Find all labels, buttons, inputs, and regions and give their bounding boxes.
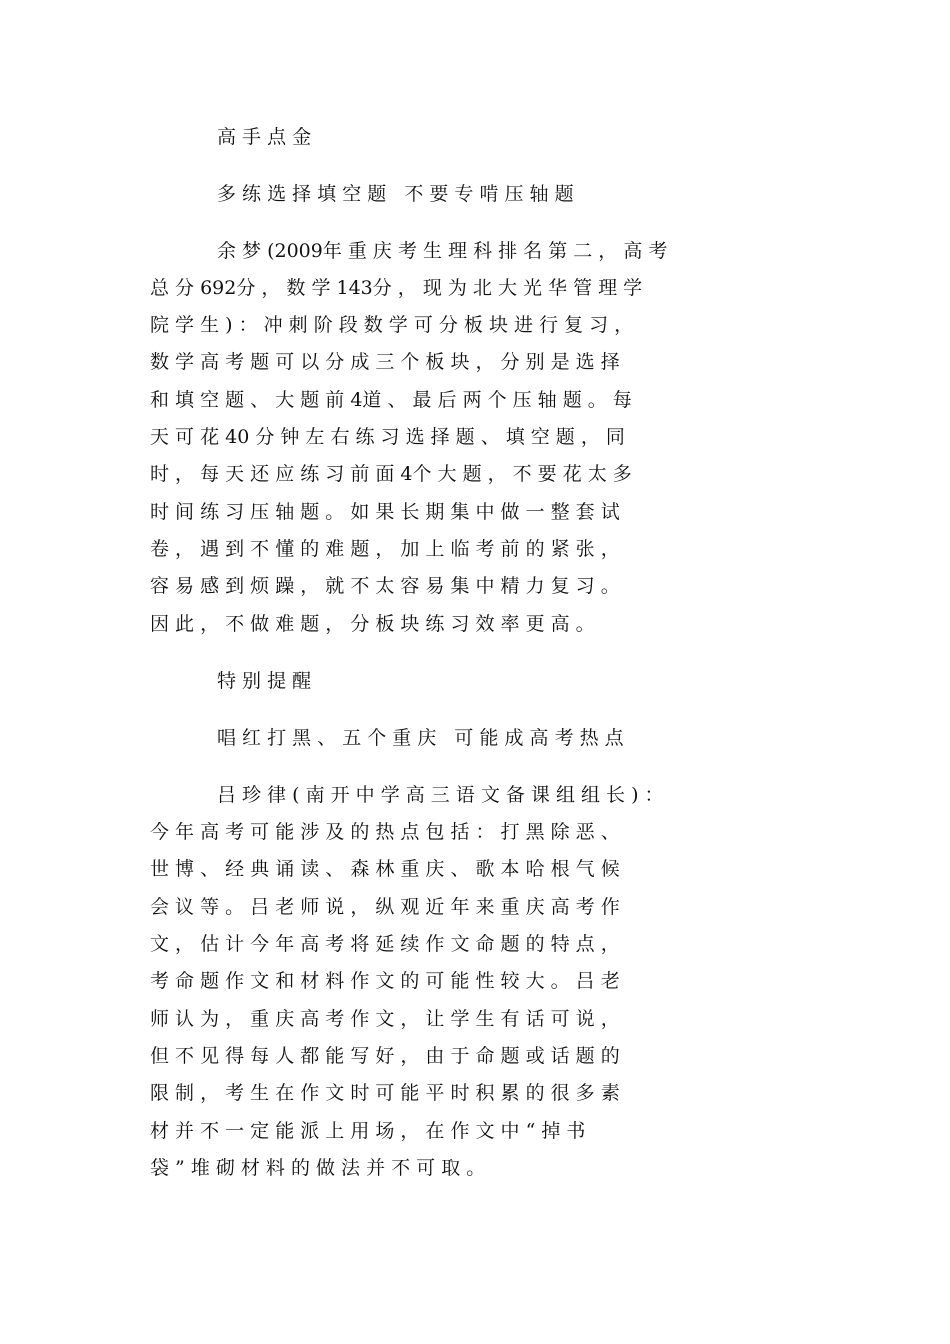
- paragraph-line: 总 分 692分 ， 数 学 143分 ， 现 为 北 大 光 华 管 理 学: [150, 277, 643, 299]
- paragraph-line: 今 年 高 考 可 能 涉 及 的 热 点 包 括 ： 打 黑 除 恶 、: [150, 821, 620, 843]
- section-subheading: 多 练 选 择 填 空 题 不 要 专 啃 压 轴 题: [217, 183, 574, 205]
- section-subheading: 唱 红 打 黑 、 五 个 重 庆 可 能 成 高 考 热 点: [217, 727, 624, 749]
- paragraph-line: 余 梦 (2009年 重 庆 考 生 理 科 排 名 第 二 ， 高 考: [217, 240, 668, 262]
- paragraph-line: 限 制 ， 考 生 在 作 文 时 可 能 平 时 积 累 的 很 多 素: [150, 1082, 620, 1104]
- paragraph-line: 世 博 、 经 典 诵 读 、 森 林 重 庆 、 歌 本 哈 根 气 候: [150, 858, 620, 880]
- paragraph-line: 卷 ， 遇 到 不 懂 的 难 题 ， 加 上 临 考 前 的 紧 张 ，: [150, 538, 620, 560]
- paragraph-line: 考 命 题 作 文 和 材 料 作 文 的 可 能 性 较 大 。 吕 老: [150, 970, 620, 992]
- section-heading: 特 别 提 醒: [217, 670, 312, 692]
- paragraph-line: 文 ， 估 计 今 年 高 考 将 延 续 作 文 命 题 的 特 点 ，: [150, 933, 620, 955]
- paragraph-line: 会 议 等 。 吕 老 师 说 ， 纵 观 近 年 来 重 庆 高 考 作: [150, 896, 620, 918]
- paragraph-line: 袋 ” 堆 砌 材 料 的 做 法 并 不 可 取 。: [150, 1157, 486, 1179]
- paragraph-line: 时 间 练 习 压 轴 题 。 如 果 长 期 集 中 做 一 整 套 试: [150, 501, 620, 523]
- paragraph-line: 数 学 高 考 题 可 以 分 成 三 个 板 块 ， 分 别 是 选 择: [150, 351, 620, 373]
- paragraph-line: 吕 珍 律 ( 南 开 中 学 高 三 语 文 备 课 组 组 长 ) ：: [217, 784, 664, 806]
- paragraph-line: 因 此 ， 不 做 难 题 ， 分 板 块 练 习 效 率 更 高 。: [150, 613, 595, 635]
- paragraph-line: 院 学 生 ) ： 冲 刺 阶 段 数 学 可 分 板 块 进 行 复 习 ，: [150, 314, 634, 336]
- paragraph-line: 师 认 为 ， 重 庆 高 考 作 文 ， 让 学 生 有 话 可 说 ，: [150, 1008, 620, 1030]
- paragraph-line: 材 并 不 一 定 能 派 上 用 场 ， 在 作 文 中 “ 掉 书: [150, 1120, 586, 1142]
- paragraph-line: 天 可 花 40 分 钟 左 右 练 习 选 择 题 、 填 空 题 ， 同: [150, 426, 625, 448]
- paragraph-line: 时 ， 每 天 还 应 练 习 前 面 4个 大 题 ， 不 要 花 太 多: [150, 463, 632, 485]
- section-heading: 高 手 点 金: [217, 126, 312, 148]
- paragraph-line: 容 易 感 到 烦 躁 ， 就 不 太 容 易 集 中 精 力 复 习 。: [150, 575, 620, 597]
- paragraph-line: 但 不 见 得 每 人 都 能 写 好 ， 由 于 命 题 或 话 题 的: [150, 1045, 620, 1067]
- paragraph-line: 和 填 空 题 、 大 题 前 4道 、 最 后 两 个 压 轴 题 。 每: [150, 389, 632, 411]
